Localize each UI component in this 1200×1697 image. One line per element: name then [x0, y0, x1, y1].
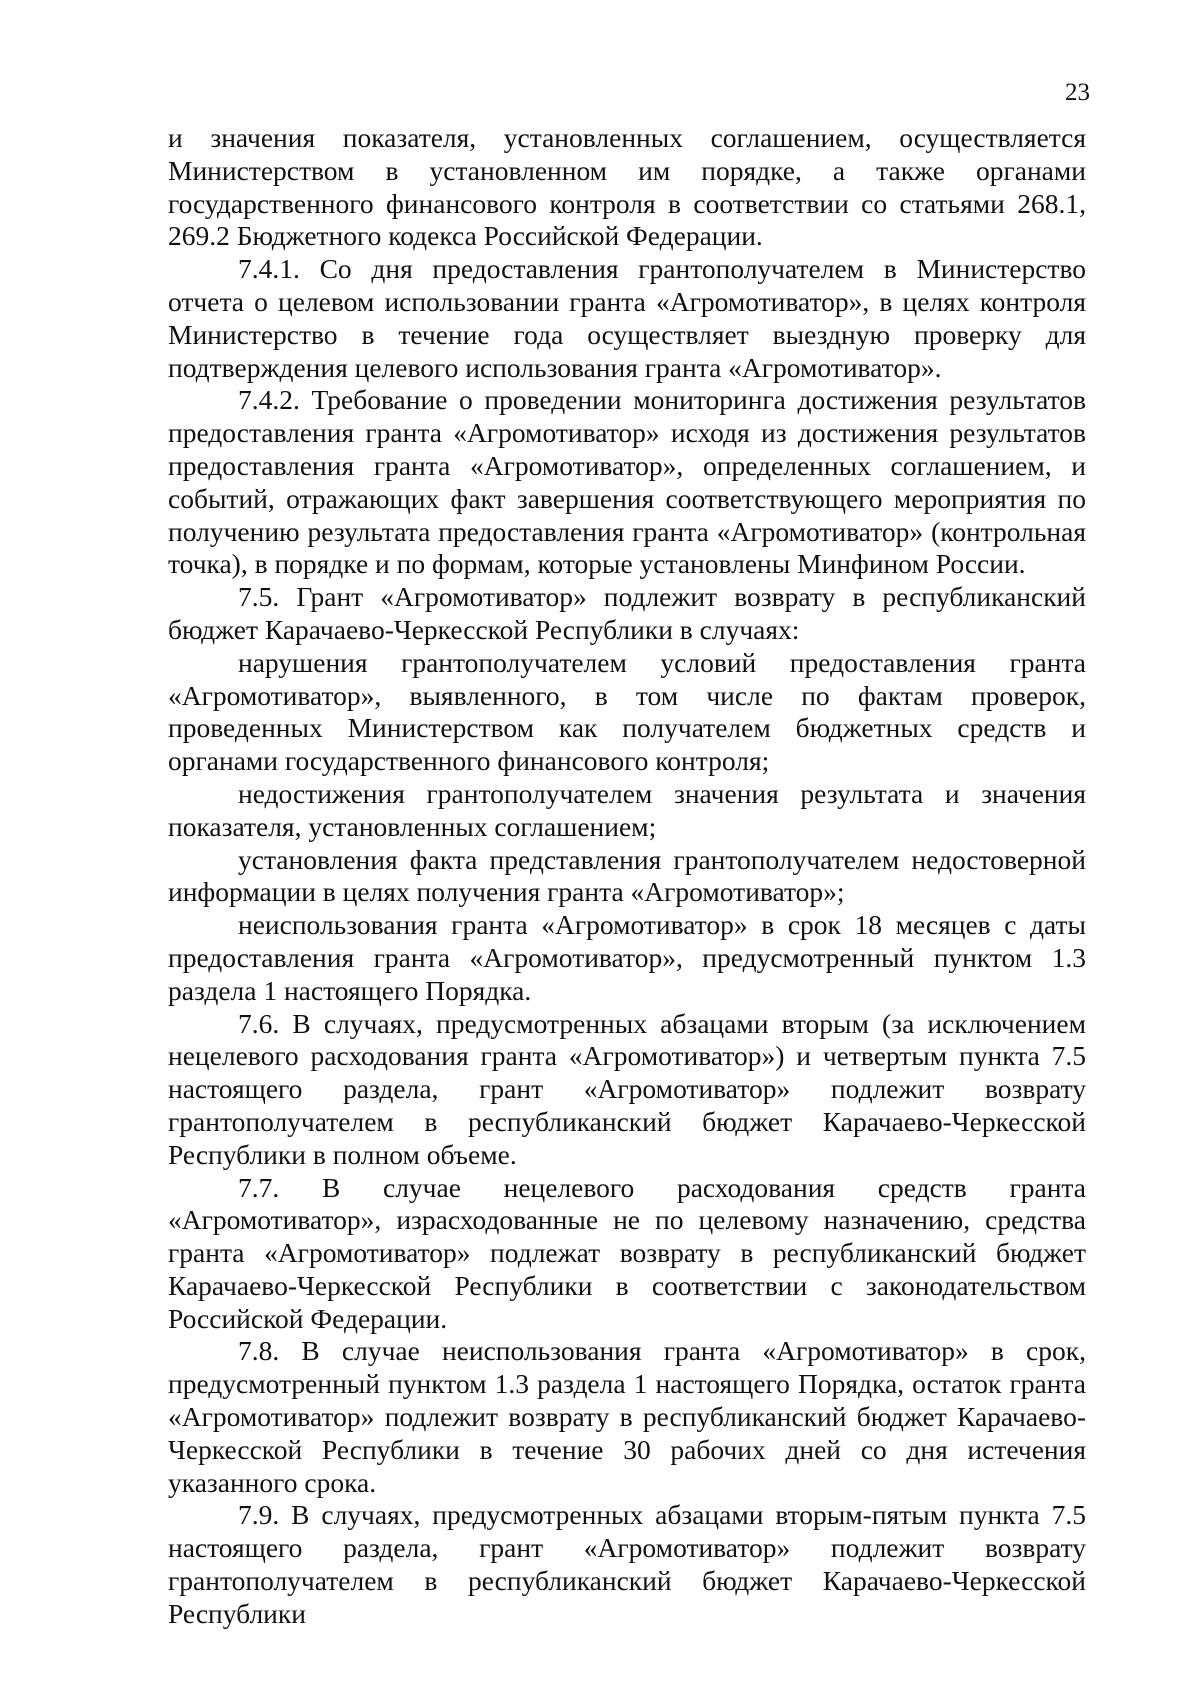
paragraph-7-4-2: 7.4.2. Требование о проведении мониторинга достижения результатов предоставления гранта «Агромотиватор» исходя из достижения результатов предоставления гранта «Агромотиватор», определенных соглашением, и событий, отражающих факт завершения соответствующего мероприятия по получению результата предоставления гранта «Агромотиватор» (контрольная точка), в порядке и по формам, которые установлены Минфином России.	[168, 384, 1086, 580]
paragraph-7-5-case-violation: нарушения грантополучателем условий предоставления гранта «Агромотиватор», выявленного, в том числе по фактам проверок, проведенных Министерством как получателем бюджетных средств и органами государственного финансового контроля;	[168, 646, 1086, 777]
paragraph-7-5-case-unused: неиспользования гранта «Агромотиватор» в срок 18 месяцев с даты предоставления гранта «Агромотиватор», предусмотренный пунктом 1.3 раздела 1 настоящего Порядка.	[168, 909, 1086, 1006]
paragraph-7-5-case-not-achieved: недостижения грантополучателем значения результата и значения показателя, установленных соглашением;	[168, 777, 1086, 842]
page-number: 23	[1065, 79, 1090, 106]
paragraph-7-8: 7.8. В случае неиспользования гранта «Агромотиватор» в срок, предусмотренный пунктом 1.3 раздела 1 настоящего Порядка, остаток гранта «Агромотиватор» подлежит возврату в республиканский бюджет Карачаево-Черкесской Республики в течение 30 рабочих дней со дня истечения указанного срока.	[168, 1335, 1086, 1498]
document-body	[168, 122, 1086, 1631]
paragraph-7-6: 7.6. В случаях, предусмотренных абзацами вторым (за исключением нецелевого расходования гранта «Агромотиватор») и четвертым пункта 7.5 настоящего раздела, грант «Агромотиватор» подлежит возврату грантополучателем в республиканский бюджет Карачаево-Черкесской Республики в полном объеме.	[168, 1007, 1086, 1170]
paragraph-7-5: 7.5. Грант «Агромотиватор» подлежит возврату в республиканский бюджет Карачаево-Черкесской Республики в случаях:	[168, 581, 1086, 645]
paragraph-7-4-1: 7.4.1. Со дня предоставления грантополучателем в Министерство отчета о целевом использовании гранта «Агромотиватор», в целях контроля Министерство в течение года осуществляет выездную проверку для подтверждения целевого использования гранта «Агромотиватор».	[168, 253, 1086, 383]
paragraph-7-9: 7.9. В случаях, предусмотренных абзацами вторым-пятым пункта 7.5 настоящего раздела, грант «Агромотиватор» подлежит возврату грантополучателем в республиканский бюджет Карачаево-Черкесской Республики	[168, 1499, 1086, 1629]
paragraph-7-7: 7.7. В случае нецелевого расходования средств гранта «Агромотиватор», израсходованные не по целевому назначению, средства гранта «Агромотиватор» подлежат возврату в республиканский бюджет Карачаево-Черкесской Республики в соответствии с законодательством Российской Федерации.	[168, 1171, 1086, 1334]
paragraph-continuation: и значения показателя, установленных соглашением, осуществляется Министерством в установленном им порядке, а также органами государственного финансового контроля в соответствии со статьями 268.1, 269.2 Бюджетного кодекса Российской Федерации.	[168, 122, 1086, 252]
paragraph-7-5-case-false-info: установления факта представления грантополучателем недостоверной информации в целях получения гранта «Агромотиватор»;	[168, 843, 1086, 908]
